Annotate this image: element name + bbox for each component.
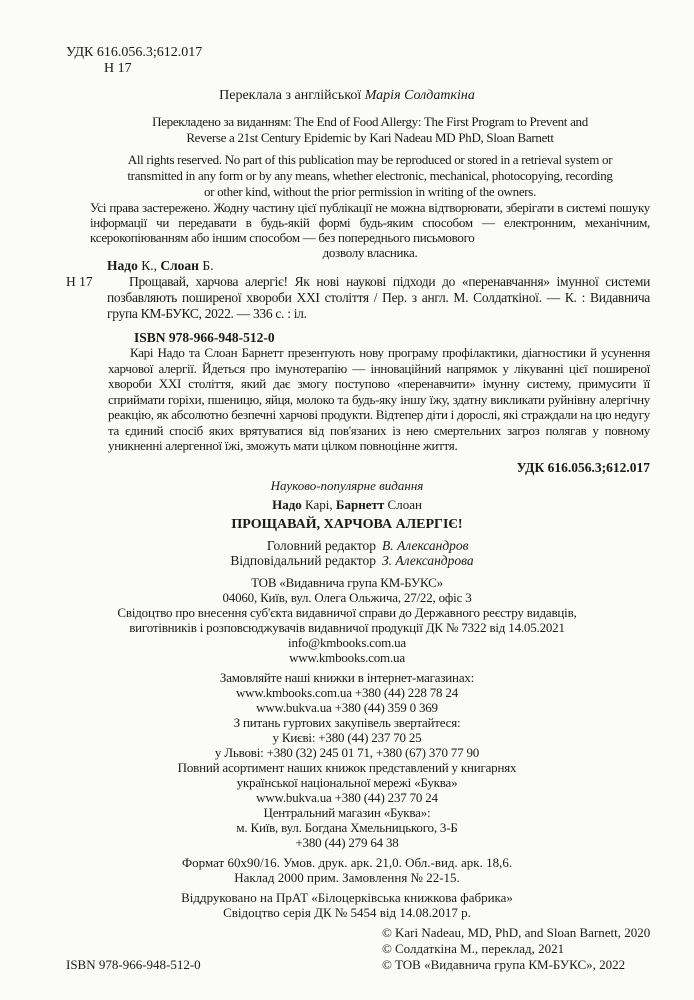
copyright-text: ТОВ «Видавнича група КМ-БУКС», 2022 [395, 957, 626, 972]
isbn-bottom: ISBN 978-966-948-512-0 [66, 957, 201, 972]
abstract: Карі Надо та Слоан Барнетт презентують нову програму профілактики, діагностики й усунення харчової алергії. Йдеться про імунотерапію — інноваційний напрямок у лікуванні цієї поширеної хвороби XXI століття, який дає змогу поступово «перенавчити» імунну систему, примусити її сприймати горіхи, пшеницю, яйця, молоко та будь-яку іншу їжу, здатну викликати руйнівну алергічну реакцію, як абсолютно безпечні харчові продукти. Відтепер діти і дорослі, які страждали на цю недугу та єдиний спосіб яких врятуватися від пов'язаних із нею смертельних загроз полягав у повному уникненні алергенної їжі, зможуть мати цілком повноцінне життя. [108, 345, 650, 453]
rights-ukrainian-body: Усі права застережено. Жодну частину цієї публікації не можна відтворювати, зберігати в системі пошуку інформації чи передавати в будь-якій формі будь-яким способом — електронним, механічним, ксерокопіюванням або іншим способом — без попереднього письмового [90, 200, 650, 245]
orders-line: З питань гуртових закупівель звертайтеся: [233, 715, 461, 730]
translator-name: Марія Солдаткіна [364, 88, 475, 103]
copyright-text: Солдаткіна М., переклад, 2021 [395, 941, 565, 956]
rights-english-line: or other kind, without the prior permission in writing of the owners. [203, 184, 537, 199]
catalog-author2-surname: Слоан [160, 258, 199, 273]
printing-info [0, 890, 694, 920]
copyright-icon: © [382, 925, 392, 940]
printing-line: Свідоцтво серія ДК № 5454 від 14.08.2017 р. [223, 905, 471, 920]
catalog-card [66, 258, 650, 346]
catalog-mark: Н 17 [66, 274, 93, 289]
orders-line: www.bukva.ua +380 (44) 359 0 369 [256, 700, 438, 715]
orders-line: www.bukva.ua +380 (44) 237 70 24 [256, 790, 438, 805]
author-mark: Н 17 [104, 61, 132, 76]
original-edition-line: Перекладено за виданням: The End of Food Allergy: The First Program to Prevent and [152, 114, 588, 129]
rights-english [80, 152, 660, 200]
format-line: Наклад 2000 прим. Замовлення № 22-15. [234, 870, 460, 885]
editor-name: З. Александрова [382, 553, 474, 568]
edition-genre: Науково-популярне видання [270, 478, 424, 493]
editor-row [0, 538, 694, 553]
translator-prefix: Переклала з англійської [219, 88, 362, 103]
copyright-line [382, 957, 650, 973]
publisher-info [0, 575, 694, 665]
publisher-name: ТОВ «Видавнича група КМ-БУКС» [251, 575, 443, 590]
catalog-authors [66, 258, 650, 274]
edition-author2-name: Слоан [387, 497, 422, 512]
catalog-isbn: ISBN 978-966-948-512-0 [134, 330, 275, 345]
editor-name: В. Александров [382, 538, 469, 553]
publisher-email[interactable]: info@kmbooks.com.ua [288, 635, 406, 650]
orders-line: www.kmbooks.com.ua +380 (44) 228 78 24 [235, 685, 459, 700]
publisher-certificate: виготівників і розповсюджувачів видавничої продукції ДК № 7322 від 14.05.2021 [129, 620, 565, 635]
orders-info [0, 670, 694, 850]
catalog-description-row [66, 274, 650, 322]
edition-author1-surname: Надо [272, 497, 302, 512]
copyright-icon: © [382, 957, 392, 972]
copyright-line [382, 941, 650, 957]
rights-ukrainian-last: дозволу власника. [322, 245, 418, 260]
edition-authors [0, 497, 694, 513]
orders-line: у Львові: +380 (32) 245 01 71, +380 (67) 370 77 90 [214, 745, 480, 760]
publisher-address: 04060, Київ, вул. Олега Ольжича, 27/22, офіс 3 [222, 590, 472, 605]
translator-line [0, 88, 694, 104]
copyright-text: Kari Nadeau, MD, PhD, and Sloan Barnett, 2020 [395, 925, 651, 940]
printing-line: Віддруковано на ПрАТ «Білоцерківська книжкова фабрика» [181, 890, 513, 905]
original-edition [90, 114, 650, 146]
orders-line: української національної мережі «Буква» [236, 775, 458, 790]
udk-code-right: УДК 616.056.3;612.017 [516, 460, 650, 475]
copyright-icon: © [382, 941, 392, 956]
editor-role: Відповідальний редактор [230, 553, 376, 568]
copyrights [382, 925, 650, 973]
orders-line: м. Київ, вул. Богдана Хмельницького, 3-Б [236, 820, 458, 835]
format-line: Формат 60х90/16. Умов. друк. арк. 21,0. Обл.-вид. арк. 18,6. [181, 855, 513, 870]
format-info [0, 855, 694, 885]
editors-list [0, 538, 694, 568]
edition-author2-surname: Барнетт [335, 497, 385, 512]
catalog-author2-initial: Б. [202, 258, 214, 273]
original-edition-line: Reverse a 21st Century Epidemic by Kari Nadeau MD PhD, Sloan Barnett [186, 130, 554, 145]
catalog-author1-surname: Надо [107, 258, 138, 273]
orders-line: Центральний магазин «Буква»: [263, 805, 431, 820]
copyright-line [382, 925, 650, 941]
publisher-website[interactable]: www.kmbooks.com.ua [289, 650, 405, 665]
orders-line: +380 (44) 279 64 38 [295, 835, 399, 850]
editor-row [0, 553, 694, 568]
rights-english-line: All rights reserved. No part of this publication may be reproduced or stored in a retrieval system or [127, 152, 613, 167]
orders-line: у Києві: +380 (44) 237 70 25 [272, 730, 422, 745]
editor-role: Головний редактор [266, 538, 376, 553]
rights-ukrainian [90, 200, 650, 260]
edition-author1-name: Карі, [305, 497, 333, 512]
book-title: ПРОЩАВАЙ, ХАРЧОВА АЛЕРГІЄ! [231, 517, 463, 532]
rights-english-line: transmitted in any form or by any means, whether electronic, mechanical, photocopying, recording [127, 168, 613, 183]
orders-line: Замовляйте наші книжки в інтернет-магазинах: [219, 670, 475, 685]
catalog-author1-initial: К., [141, 258, 157, 273]
udk-code: УДК 616.056.3;612.017 [66, 45, 203, 60]
orders-line: Повний асортимент наших книжок представлений у книгарнях [177, 760, 517, 775]
publisher-certificate: Свідоцтво про внесення суб'єкта видавничої справи до Державного реєстру видавців, [117, 605, 577, 620]
catalog-description: Прощавай, харчова алергіє! Як нові наукові підходи до «перенавчання» імунної системи позбавляють поширеної хвороби XXI століття / Пер. з англ. М. Солдаткіної. — К. : Видавнича група КМ-БУКС, 2022. — 336 с. : іл. [107, 274, 650, 321]
